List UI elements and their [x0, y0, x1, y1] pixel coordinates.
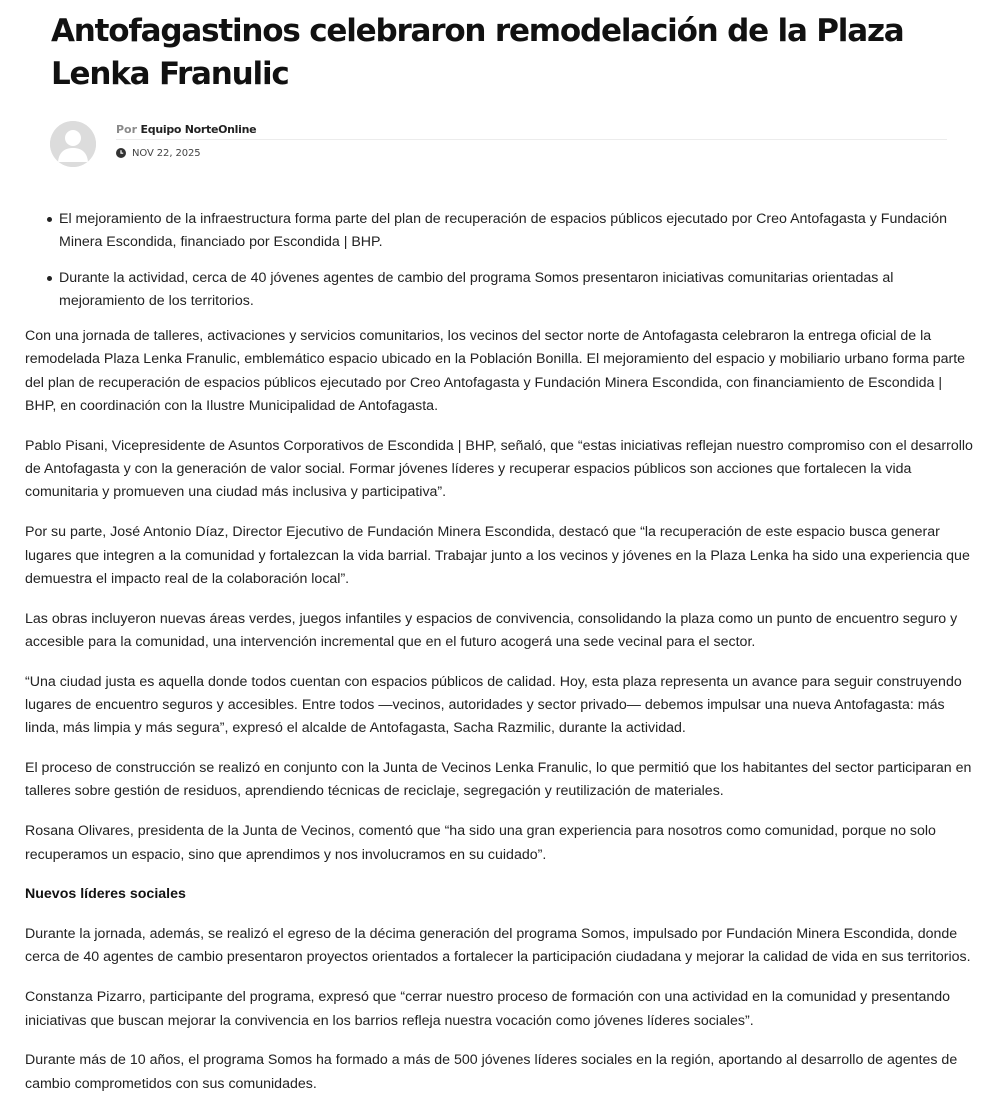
highlights-list — [47, 208, 975, 313]
highlight-item: Durante la actividad, cerca de 40 jóvenes agentes de cambio del programa Somos presentaron iniciativas comunitarias orientadas al mejoramiento de los territorios. — [47, 267, 975, 314]
author-link[interactable]: Equipo NorteOnline — [140, 123, 257, 136]
user-avatar-icon[interactable] — [50, 121, 96, 167]
body-paragraph: Durante la jornada, además, se realizó el egreso de la décima generación del programa Somos, impulsado por Fundación Minera Escondida, donde cerca de 40 agentes de cambio presentaron proyectos orientados a fortalecer la participación ciudadana y mejorar la calidad de vida en sus territorios. — [25, 926, 971, 966]
clock-icon — [116, 148, 126, 158]
date-text: NOV 22, 2025 — [132, 147, 201, 159]
article-body — [25, 208, 975, 1112]
publish-date — [116, 146, 201, 160]
body-paragraph: Con una jornada de talleres, activaciones y servicios comunitarios, los vecinos del sector norte de Antofagasta celebraron la entrega oficial de la remodelada Plaza Lenka Franulic, emblemático espacio ubicado en la Población Bonilla. El mejoramiento del espacio y mobiliario urbano forma parte del plan de recuperación de espacios públicos ejecutado por Creo Antofagasta y Fundación Minera Escondida, con financiamiento de Escondida | BHP, en coordinación con la Ilustre Municipalidad de Antofagasta. — [25, 328, 966, 415]
body-paragraph: Las obras incluyeron nuevas áreas verdes, juegos infantiles y espacios de convivencia, consolidando la plaza como un punto de encuentro seguro y accesible para la comunidad, una intervención incremental que en el futuro acogerá una sede vecinal para el sector. — [25, 610, 958, 650]
body-paragraph: Constanza Pizarro, participante del programa, expresó que “cerrar nuestro proceso de formación con una actividad en la comunidad y presentando iniciativas que buscan mejorar la convivencia en los barrios refleja nuestra vocación como jóvenes líderes sociales”. — [25, 989, 951, 1029]
byline-prefix: Por — [116, 123, 138, 136]
body-paragraph: Durante más de 10 años, el programa Somos ha formado a más de 500 jóvenes líderes sociales en la región, aportando al desarrollo de agentes de cambio comprometidos con sus comunidades. — [25, 1052, 958, 1092]
body-paragraph: El proceso de construcción se realizó en conjunto con la Junta de Vecinos Lenka Franulic, lo que permitió que los habitantes del sector participaran en talleres sobre gestión de residuos, aprendiendo técnicas de reciclaje, segregación y reutilización de materiales. — [25, 760, 972, 800]
body-paragraph: “Una ciudad justa es aquella donde todos cuentan con espacios públicos de calidad. Hoy, esta plaza representa un avance para seguir construyendo lugares de encuentro seguros y accesibles. Entre todos —vecinos, autoridades y sector privado— debemos impulsar una nueva Antofagasta: más linda, más limpia y más segura”, expresó el alcalde de Antofagasta, Sacha Razmilic, durante la actividad. — [25, 673, 962, 737]
highlight-item: El mejoramiento de la infraestructura forma parte del plan de recuperación de espacios públicos ejecutado por Creo Antofagasta y Fundación Minera Escondida, financiado por Escondida | BHP. — [47, 208, 975, 255]
body-paragraph: Pablo Pisani, Vicepresidente de Asuntos Corporativos de Escondida | BHP, señaló, que “estas iniciativas reflejan nuestro compromiso con el desarrollo de Antofagasta y con la generación de valor social. Formar jóvenes líderes y recuperar espacios públicos son acciones que fortalecen la vida comunitaria y promueven una ciudad más inclusiva y participativa”. — [25, 437, 973, 501]
byline — [116, 122, 947, 140]
section-subheading: Nuevos líderes sociales — [25, 886, 186, 903]
body-paragraph: Rosana Olivares, presidenta de la Junta de Vecinos, comentó que “ha sido una gran experiencia para nosotros como comunidad, porque no solo recuperamos un espacio, sino que aprendimos y nos involucramos en su cuidado”. — [25, 823, 936, 863]
body-paragraph: Por su parte, José Antonio Díaz, Director Ejecutivo de Fundación Minera Escondida, destacó que “la recuperación de este espacio busca generar lugares que integren a la comunidad y fortalezcan la vida barrial. Trabajar junto a los vecinos y jóvenes en la Plaza Lenka ha sido una experiencia que demuestra el impacto real de la colaboración local”. — [25, 524, 970, 587]
article-title: Antofagastinos celebraron remodelación de la Plaza Lenka Franulic — [51, 13, 904, 92]
